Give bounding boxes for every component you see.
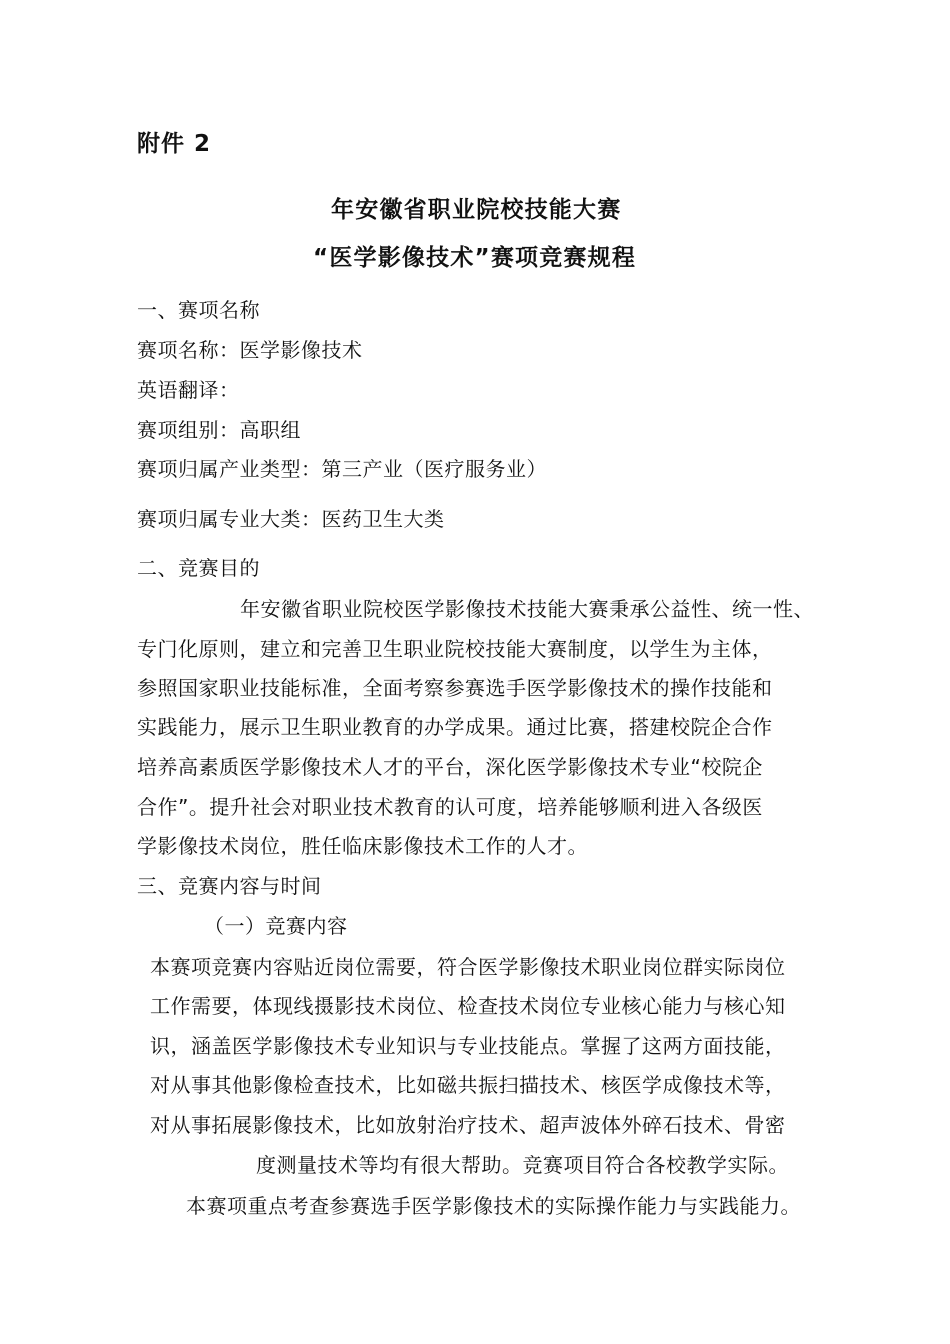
- purpose-paragraph-line: 培养高素质医学影像技术人才的平台，深化医学影像技术专业“校院企: [137, 755, 763, 779]
- content-paragraph-line: 度测量技术等均有很大帮助。竞赛项目符合各校教学实际。: [256, 1153, 789, 1177]
- purpose-paragraph-line: 合作”。提升社会对职业技术教育的认可度，培养能够顺利进入各级医: [137, 795, 763, 819]
- section1-heading: 一、赛项名称: [137, 298, 260, 322]
- industry-type-line: 赛项归属产业类型：第三产业（医疗服务业）: [137, 457, 547, 481]
- content-paragraph-line: 对从事其他影像检查技术，比如磁共振扫描技术、核医学成像技术等，: [150, 1073, 786, 1097]
- event-group-line: 赛项组别：高职组: [137, 418, 301, 442]
- english-translation-line: 英语翻译：: [137, 378, 240, 402]
- section2-heading: 二、竞赛目的: [137, 556, 260, 580]
- content-paragraph-line: 对从事拓展影像技术，比如放射治疗技术、超声波体外碎石技术、骨密: [150, 1113, 786, 1137]
- purpose-paragraph-line: 实践能力，展示卫生职业教育的办学成果。通过比赛，搭建校院企合作: [137, 715, 773, 739]
- major-category-line: 赛项归属专业大类：医药卫生大类: [137, 507, 445, 531]
- purpose-paragraph-line: 学影像技术岗位，胜任临床影像技术工作的人才。: [137, 834, 588, 858]
- document-title-line2: “医学影像技术”赛项竞赛规程: [313, 245, 637, 271]
- purpose-paragraph-line: 专门化原则，建立和完善卫生职业院校技能大赛制度，以学生为主体，: [137, 637, 773, 661]
- section3-heading: 三、竞赛内容与时间: [137, 874, 322, 898]
- section3-subheading: （一）竞赛内容: [204, 914, 348, 938]
- content-paragraph-line: 识，涵盖医学影像技术专业知识与专业技能点。掌握了这两方面技能，: [150, 1034, 786, 1058]
- attachment-label: 附件 2: [137, 131, 212, 157]
- document-title-line1: 年安徽省职业院校技能大赛: [331, 197, 622, 223]
- content-paragraph-line: 工作需要，体现线摄影技术岗位、检查技术岗位专业核心能力与核心知: [150, 994, 786, 1018]
- purpose-paragraph-line: 年安徽省职业院校医学影像技术技能大赛秉承公益性、统一性、: [240, 597, 814, 621]
- event-name-line: 赛项名称：医学影像技术: [137, 338, 363, 362]
- content-paragraph-line: 本赛项竞赛内容贴近岗位需要，符合医学影像技术职业岗位群实际岗位: [150, 955, 786, 979]
- purpose-paragraph-line: 参照国家职业技能标准，全面考察参赛选手医学影像技术的操作技能和: [137, 676, 773, 700]
- content-paragraph-line: 本赛项重点考查参赛选手医学影像技术的实际操作能力与实践能力。: [186, 1194, 801, 1218]
